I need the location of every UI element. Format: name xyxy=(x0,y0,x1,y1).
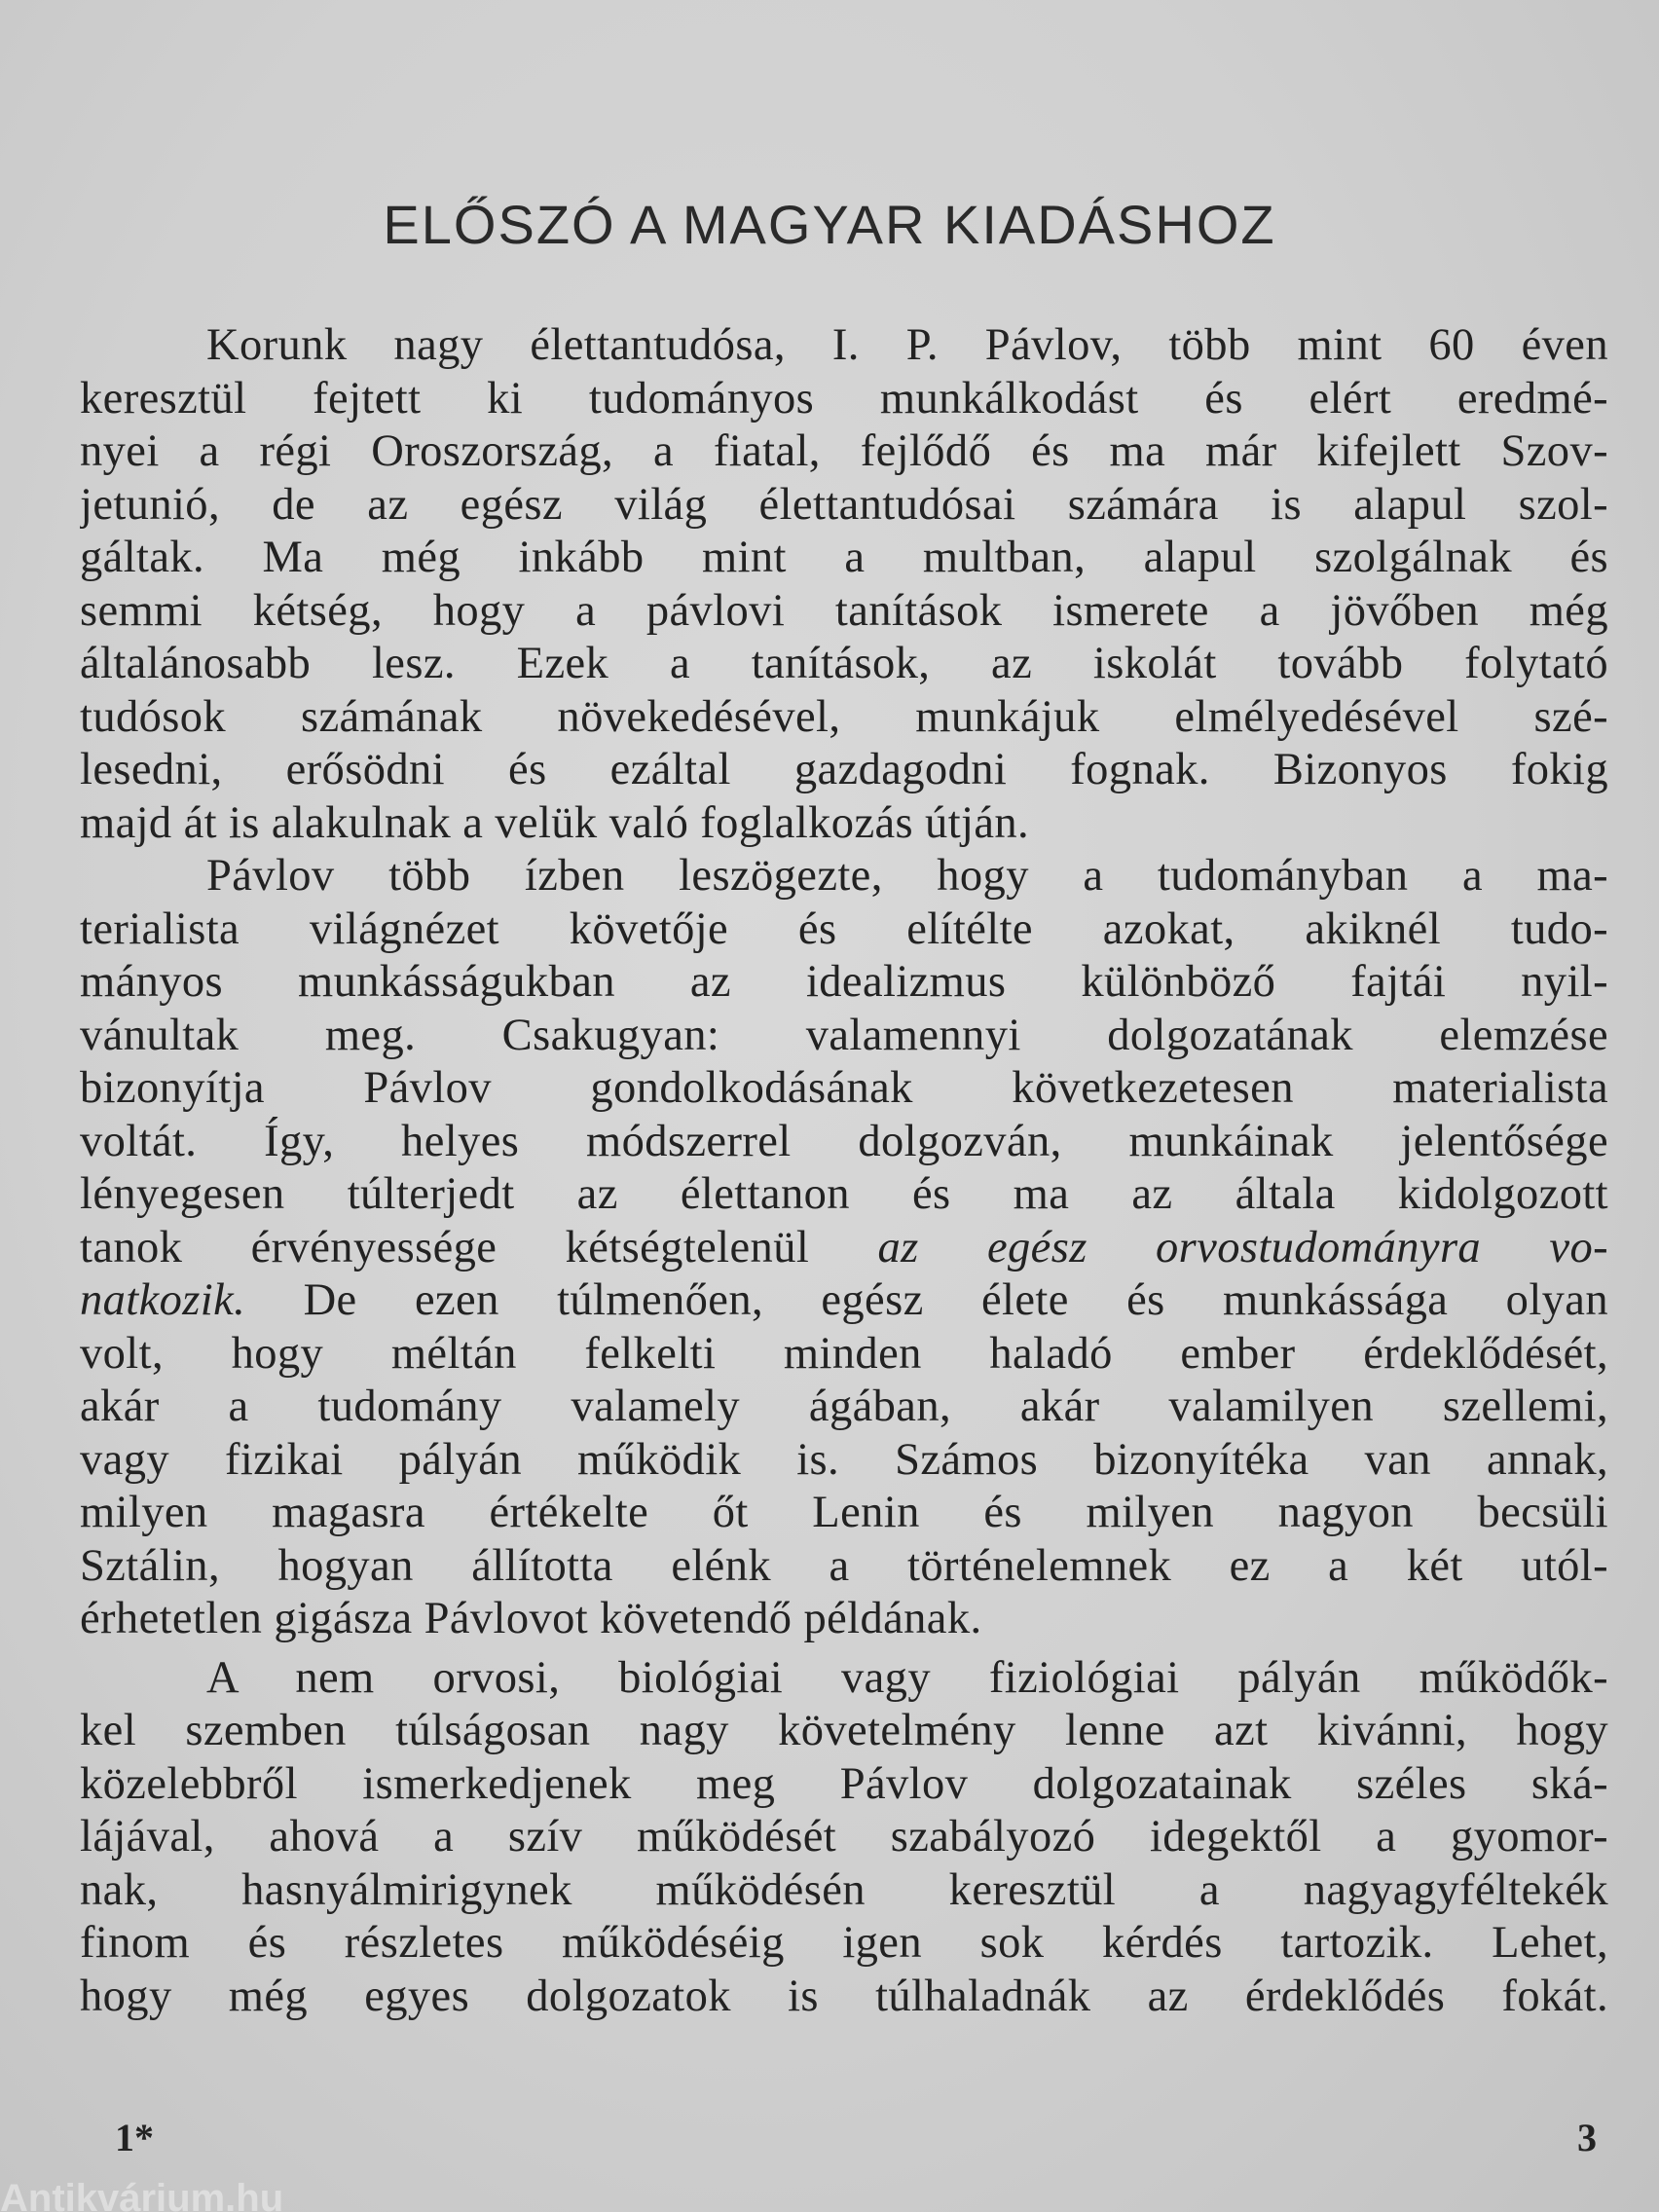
text-line xyxy=(80,1274,1608,1328)
text-line: keresztül fejtett ki tudományos munkálkodást és elért eredmé- xyxy=(80,373,1608,424)
text-line: lesedni, erősödni és ezáltal gazdagodni fognak. Bizonyos fokig xyxy=(80,745,1608,794)
text-line: lényegesen túlterjedt az élettanon és ma az általa kidolgozott xyxy=(80,1169,1608,1219)
page-number: 3 xyxy=(1577,2116,1597,2159)
text-line: finom és részletes működéséig igen sok kérdés tartozik. Lehet, xyxy=(80,1918,1608,1968)
text-line: volt, hogy méltán felkelti minden haladó ember érdeklődését, xyxy=(80,1328,1608,1379)
text-line: Korunk nagy élettantudósa, I. P. Pávlov, több mint 60 éven xyxy=(206,320,1608,370)
text-line: érhetetlen gigásza Pávlovot követendő példának. xyxy=(80,1594,982,1643)
italic-segment: az egész orvostudományra vo- xyxy=(877,1222,1608,1272)
watermark: Antikvárium.hu xyxy=(0,2177,284,2212)
text-line: Sztálin, hogyan állította elénk a történelemnek ez a két utól- xyxy=(80,1540,1608,1591)
text-line: gáltak. Ma még inkább mint a multban, alapul szolgálnak és xyxy=(80,533,1608,582)
text-line: kel szemben túlságosan nagy követelmény lenne azt kivánni, hogy xyxy=(80,1706,1608,1755)
text-line: általánosabb lesz. Ezek a tanítások, az iskolát tovább folytató xyxy=(80,639,1608,688)
text-line: nyei a régi Oroszország, a fiatal, fejlődő és ma már kifejlett Szov- xyxy=(80,426,1608,476)
body-text xyxy=(80,319,1608,2023)
text-line: hogy még egyes dolgozatok is túlhaladnák az érdeklődés fokát. xyxy=(80,1971,1608,2021)
text-line: közelebbről ismerkedjenek meg Pávlov dolgozatainak széles ská- xyxy=(80,1758,1608,1809)
text-segment: tanok érvényessége kétségtelenül xyxy=(80,1222,810,1272)
text-segment: De ezen túlmenően, egész élete és munkássága olyan xyxy=(303,1275,1608,1325)
text-line: vánultak meg. Csakugyan: valamennyi dolgozatának elemzése xyxy=(80,1010,1608,1060)
text-line: Pávlov több ízben leszögezte, hogy a tudományban a ma- xyxy=(206,851,1608,901)
text-line: nak, hasnyálmirigynek működésén keresztül a nagyagyféltekék xyxy=(80,1864,1608,1915)
text-line: milyen magasra értékelte őt Lenin és milyen nagyon becsüli xyxy=(80,1488,1608,1537)
italic-segment: natkozik. xyxy=(80,1275,246,1325)
text-line: akár a tudomány valamely ágában, akár valamilyen szellemi, xyxy=(80,1382,1608,1431)
text-line: bizonyítja Pávlov gondolkodásának következetesen materialista xyxy=(80,1063,1608,1113)
text-line: semmi kétség, hogy a pávlovi tanítások ismerete a jövőben még xyxy=(80,585,1608,636)
text-line: vagy fizikai pályán működik is. Számos bizonyítéka van annak, xyxy=(80,1434,1608,1485)
signature-mark: 1* xyxy=(115,2116,154,2159)
text-line: tudósok számának növekedésével, munkájuk elmélyedésével szé- xyxy=(80,691,1608,742)
text-line: A nem orvosi, biológiai vagy fiziológiai pályán működők- xyxy=(206,1652,1608,1703)
text-line: terialista világnézet követője és elítélte azokat, akiknél tudo- xyxy=(80,903,1608,954)
text-line: lájával, ahová a szív működését szabályozó idegektől a gyomor- xyxy=(80,1812,1608,1862)
text-line: mányos munkásságukban az idealizmus különböző fajtái nyil- xyxy=(80,957,1608,1007)
page-title: ELŐSZÓ A MAGYAR KIADÁSHOZ xyxy=(383,194,1276,255)
text-line: voltát. Így, helyes módszerrel dolgozván, munkáinak jelentősége xyxy=(80,1116,1608,1166)
text-line xyxy=(80,1222,1608,1275)
text-line: majd át is alakulnak a velük való foglalkozás útján. xyxy=(80,797,1030,848)
text-line: jetunió, de az egész világ élettantudósai számára is alapul szol- xyxy=(80,479,1608,530)
